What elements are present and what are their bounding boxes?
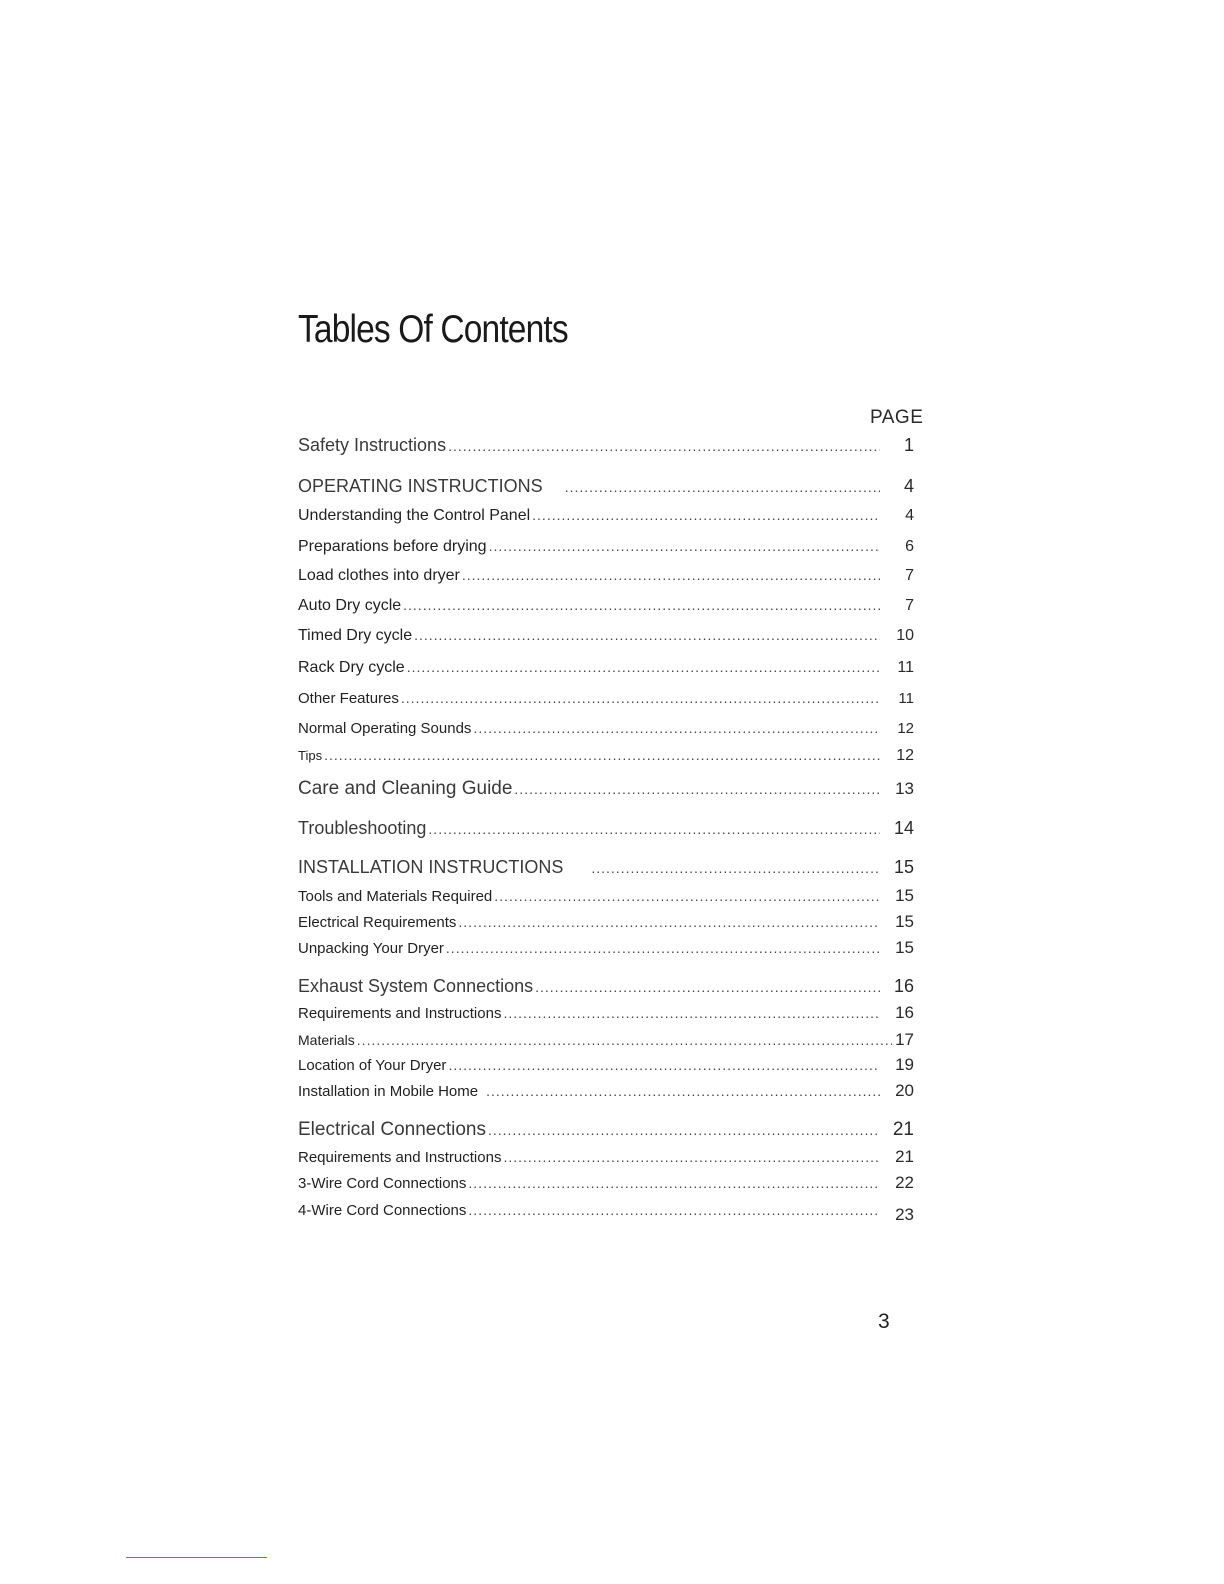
toc-entry-label: Normal Operating Sounds (298, 720, 472, 737)
toc-entry-label: Other Features (298, 690, 399, 707)
dot-leader (448, 438, 880, 454)
toc-entry-label: Load clothes into dryer (298, 567, 460, 584)
toc-entry-page: 13 (895, 779, 914, 798)
toc-entry-label: Safety Instructions (298, 435, 447, 455)
dot-leader (494, 888, 880, 904)
dot-leader (462, 567, 880, 583)
dot-leader (414, 627, 880, 643)
dot-leader (468, 1202, 880, 1218)
toc-entry-page: 15 (895, 886, 914, 905)
toc-entry-label: Electrical Connections (298, 1119, 486, 1140)
dot-leader (357, 1032, 892, 1048)
dot-leader (407, 659, 880, 675)
toc-entry-page: 20 (895, 1081, 914, 1100)
toc-entry-label: Unpacking Your Dryer (298, 940, 444, 957)
toc-entry-operating-instructions[interactable] (298, 476, 914, 497)
toc-entry-tips[interactable] (298, 747, 914, 765)
toc-entry-page: 22 (895, 1173, 914, 1192)
dot-leader (486, 1083, 880, 1099)
toc-entry-care-cleaning[interactable] (298, 778, 914, 800)
dot-leader (514, 781, 880, 797)
dot-leader (446, 940, 880, 956)
toc-entry-3-wire[interactable] (298, 1173, 914, 1193)
toc-entry-electrical-requirements[interactable] (298, 912, 914, 932)
dot-leader (488, 1122, 880, 1138)
toc-entry-electrical-connections[interactable] (298, 1119, 914, 1141)
toc-entry-label: Rack Dry cycle (298, 659, 405, 676)
dot-leader (503, 1149, 880, 1165)
page-number: 3 (878, 1310, 890, 1333)
toc-entry-location[interactable] (298, 1055, 914, 1075)
toc-entry-page: 15 (895, 938, 914, 957)
toc-entry-tools-materials[interactable] (298, 886, 914, 906)
toc-entry-load-clothes[interactable] (298, 567, 914, 585)
toc-entry-page: 10 (896, 627, 914, 644)
toc-entry-label: Troubleshooting (298, 818, 427, 838)
toc-entry-page: 21 (895, 1147, 914, 1166)
toc-entry-label: 3-Wire Cord Connections (298, 1175, 467, 1192)
toc-entry-safety-instructions[interactable] (298, 435, 914, 456)
dot-leader (428, 821, 880, 837)
dot-leader (535, 979, 880, 995)
dot-leader (458, 914, 880, 930)
toc-entry-4-wire[interactable] (298, 1200, 914, 1224)
dot-leader (489, 538, 880, 554)
toc-entry-page: 11 (898, 690, 914, 707)
dot-leader (468, 1175, 880, 1191)
toc-entry-electrical-requirements-instructions[interactable] (298, 1147, 914, 1167)
toc-entry-label: OPERATING INSTRUCTIONS (298, 476, 543, 496)
toc-entry-page: 4 (903, 476, 914, 496)
toc-entry-label: Timed Dry cycle (298, 627, 413, 644)
toc-entry-control-panel[interactable] (298, 507, 914, 525)
toc-entry-page: 11 (897, 659, 914, 676)
toc-entry-page: 6 (905, 538, 914, 555)
toc-entry-label: Exhaust System Connections (298, 976, 534, 996)
toc-entry-page: 19 (895, 1055, 914, 1074)
toc-entry-other-features[interactable] (298, 690, 914, 707)
toc-entry-label: Auto Dry cycle (298, 597, 402, 614)
page-title: Tables Of Contents (298, 308, 568, 351)
page-column-label: PAGE (870, 407, 924, 428)
toc-entry-label: Preparations before drying (298, 538, 487, 555)
toc-entry-label: Tips (298, 748, 323, 763)
dot-leader (473, 720, 880, 736)
dot-leader (401, 690, 880, 706)
toc-entry-label: Understanding the Control Panel (298, 507, 531, 524)
footer-rule (126, 1557, 267, 1558)
dot-leader (532, 507, 880, 523)
toc-entry-mobile-home[interactable] (298, 1081, 914, 1101)
dot-leader (403, 597, 880, 613)
toc-entry-page: 23 (895, 1205, 914, 1224)
toc-entry-operating-sounds[interactable] (298, 720, 914, 737)
dot-leader (591, 860, 880, 876)
toc-entry-label: Care and Cleaning Guide (298, 778, 513, 799)
toc-entry-materials[interactable] (298, 1030, 914, 1050)
dot-leader (565, 479, 880, 495)
toc-entry-page: 7 (905, 567, 914, 584)
toc-entry-label: Location of Your Dryer (298, 1057, 447, 1074)
dot-leader (503, 1005, 880, 1021)
toc-entry-page: 12 (896, 747, 914, 764)
toc-entry-page: 15 (893, 857, 914, 877)
toc-entry-page: 12 (897, 720, 914, 737)
toc-entry-label: Tools and Materials Required (298, 888, 493, 905)
toc-entry-page: 4 (905, 507, 914, 524)
toc-entry-page: 16 (895, 1003, 914, 1022)
toc-entry-label: Materials (298, 1032, 355, 1048)
toc-entry-label: 4-Wire Cord Connections (298, 1202, 467, 1219)
toc-entry-page: 16 (893, 976, 914, 996)
dot-leader (448, 1057, 880, 1073)
toc-entry-auto-dry[interactable] (298, 597, 914, 615)
toc-entry-page: 17 (895, 1030, 914, 1049)
dot-leader (324, 747, 880, 763)
toc-entry-preparations[interactable] (298, 538, 914, 556)
toc-entry-page: 1 (903, 435, 914, 455)
toc-entry-page: 14 (893, 818, 914, 838)
toc-entry-timed-dry[interactable] (298, 627, 914, 645)
toc-entry-page: 15 (895, 912, 914, 931)
toc-entry-page: 21 (892, 1119, 914, 1140)
toc-entry-exhaust-system[interactable] (298, 976, 914, 997)
toc-entry-label: INSTALLATION INSTRUCTIONS (298, 857, 564, 877)
toc-entry-unpacking[interactable] (298, 938, 914, 958)
toc-entry-exhaust-requirements[interactable] (298, 1003, 914, 1023)
toc-entry-rack-dry[interactable] (298, 659, 914, 677)
toc-entry-page: 7 (905, 597, 914, 614)
toc-entry-label: Requirements and Instructions (298, 1149, 502, 1166)
toc-entry-installation-instructions[interactable] (298, 857, 914, 878)
toc-entry-label: Electrical Requirements (298, 914, 457, 931)
toc-entry-label: Requirements and Instructions (298, 1005, 502, 1022)
toc-entry-troubleshooting[interactable] (298, 818, 914, 839)
toc-entry-label: Installation in Mobile Home (298, 1083, 479, 1100)
table-of-contents (298, 0, 914, 1584)
